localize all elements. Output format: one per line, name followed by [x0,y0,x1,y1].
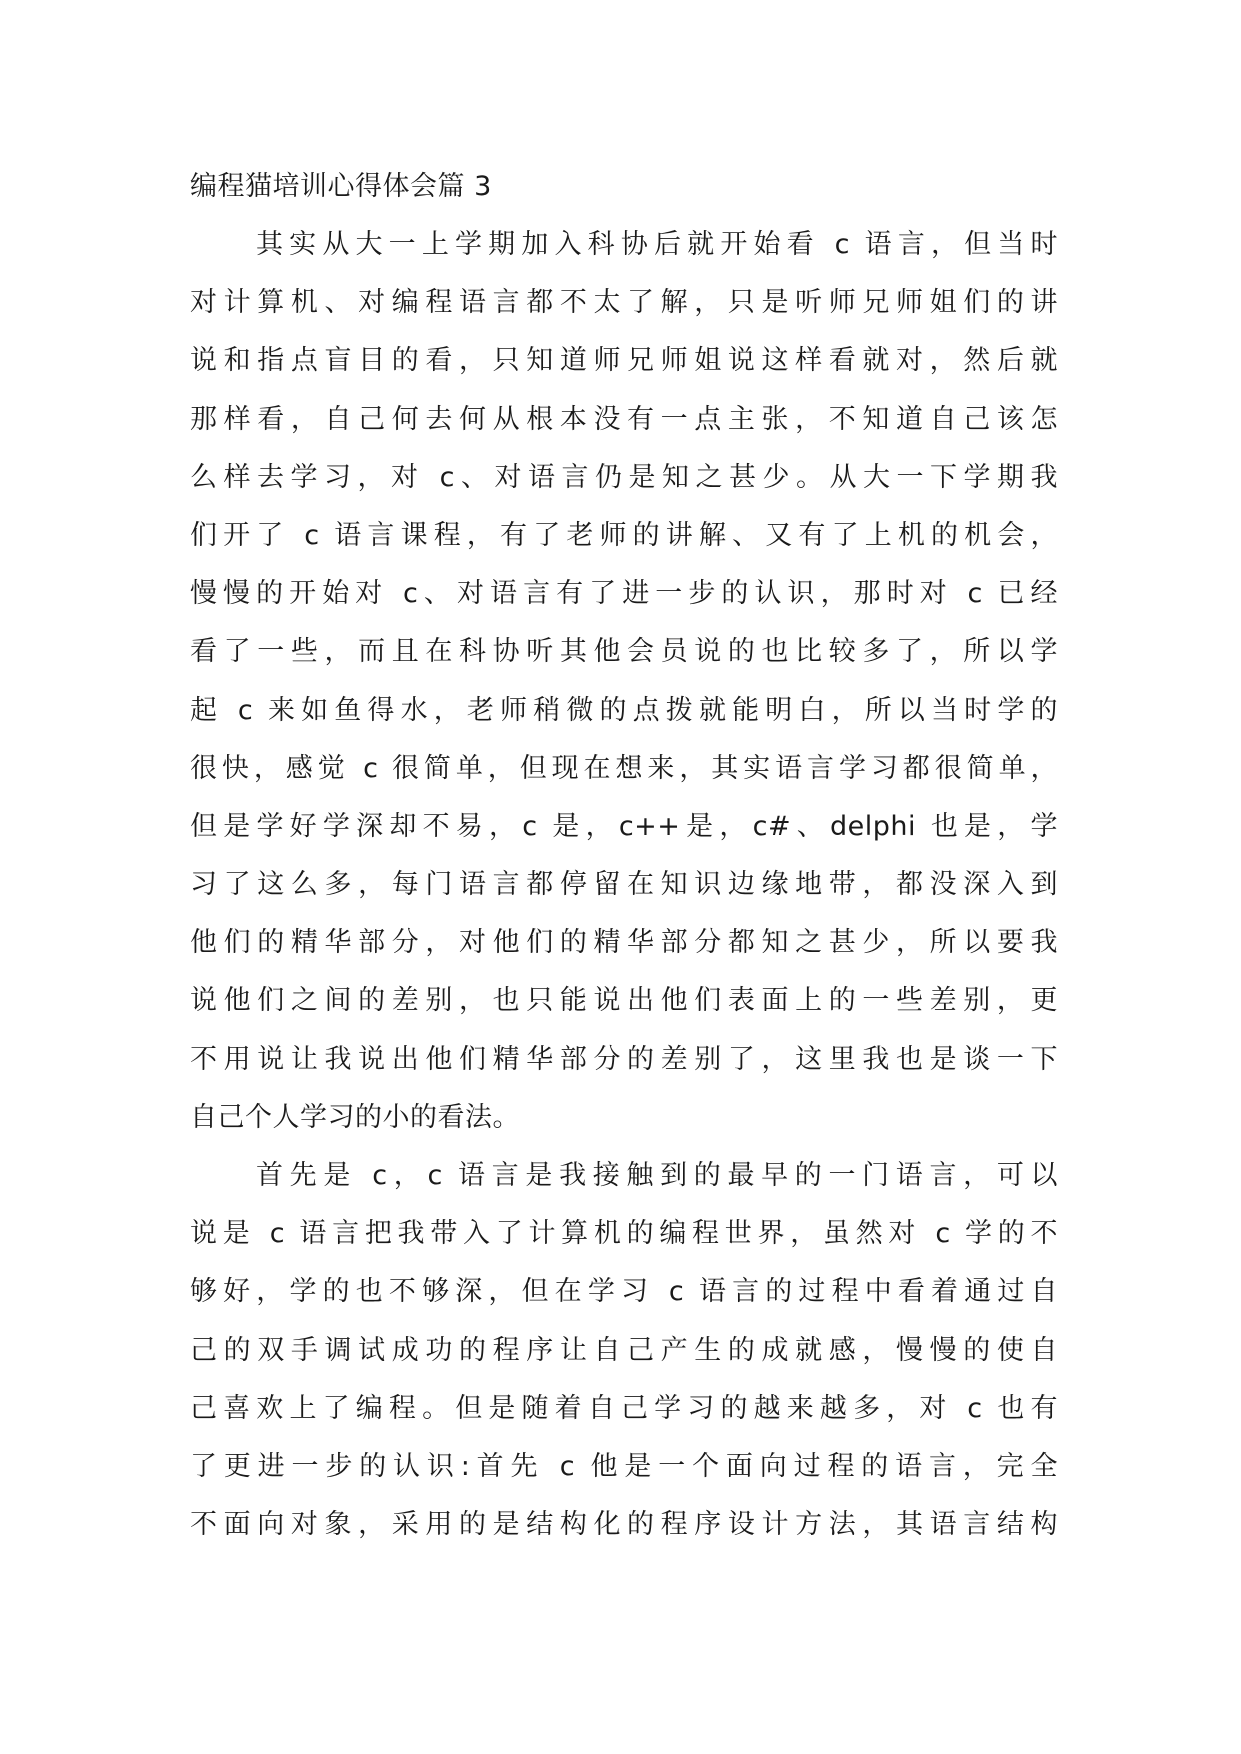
paragraph-line: 但是学好学深却不易，c 是，c++是，c#、delphi 也是，学 [190,810,1058,842]
paragraph-line: 不用说让我说出他们精华部分的差别了，这里我也是谈一下 [190,1043,1058,1075]
paragraph-line: 自己个人学习的小的看法。 [190,1101,520,1133]
paragraph-line: 们开了 c 语言课程，有了老师的讲解、又有了上机的机会， [190,519,1058,551]
paragraph-line: 看了一些，而且在科协听其他会员说的也比较多了，所以学 [190,636,1058,668]
paragraph-line: 其实从大一上学期加入科协后就开始看 c 语言，但当时 [256,229,1058,260]
paragraph-line: 够好，学的也不够深，但在学习 c 语言的过程中看着通过自 [190,1276,1058,1308]
paragraph-line: 首先是 c，c 语言是我接触到的最早的一门语言，可以 [256,1160,1058,1191]
paragraph-line: 己的双手调试成功的程序让自己产生的成就感，慢慢的使自 [190,1334,1058,1366]
paragraph-line: 己喜欢上了编程。但是随着自己学习的越来越多，对 c 也有 [190,1392,1058,1424]
paragraph-line: 么样去学习，对 c、对语言仍是知之甚少。从大一下学期我 [190,461,1058,493]
paragraph-line: 那样看，自己何去何从根本没有一点主张，不知道自己该怎 [190,403,1058,435]
paragraph-2 [190,1147,1058,1554]
paragraph-line: 他们的精华部分，对他们的精华部分都知之甚少，所以要我 [190,927,1058,959]
paragraph-line: 起 c 来如鱼得水，老师稍微的点拨就能明白，所以当时学的 [190,694,1058,726]
paragraph-line: 说是 c 语言把我带入了计算机的编程世界，虽然对 c 学的不 [190,1218,1058,1250]
paragraph-line: 慢慢的开始对 c、对语言有了进一步的认识，那时对 c 已经 [190,578,1058,610]
paragraph-line: 不面向对象，采用的是结构化的程序设计方法，其语言结构 [190,1509,1058,1541]
paragraph-1 [190,216,1058,1147]
document-body [190,158,1058,1554]
paragraph-line: 说和指点盲目的看，只知道师兄师姐说这样看就对，然后就 [190,345,1058,377]
paragraph-line: 对计算机、对编程语言都不太了解，只是听师兄师姐们的讲 [190,287,1058,319]
paragraph-line: 很快，感觉 c 很简单，但现在想来，其实语言学习都很简单， [190,752,1058,784]
paragraph-line: 习了这么多，每门语言都停留在知识边缘地带，都没深入到 [190,869,1058,901]
paragraph-line: 说他们之间的差别，也只能说出他们表面上的一些差别，更 [190,985,1058,1017]
paragraph-line: 了更进一步的认识:首先 c 他是一个面向过程的语言，完全 [190,1450,1058,1482]
document-title: 编程猫培训心得体会篇 3 [190,171,492,202]
